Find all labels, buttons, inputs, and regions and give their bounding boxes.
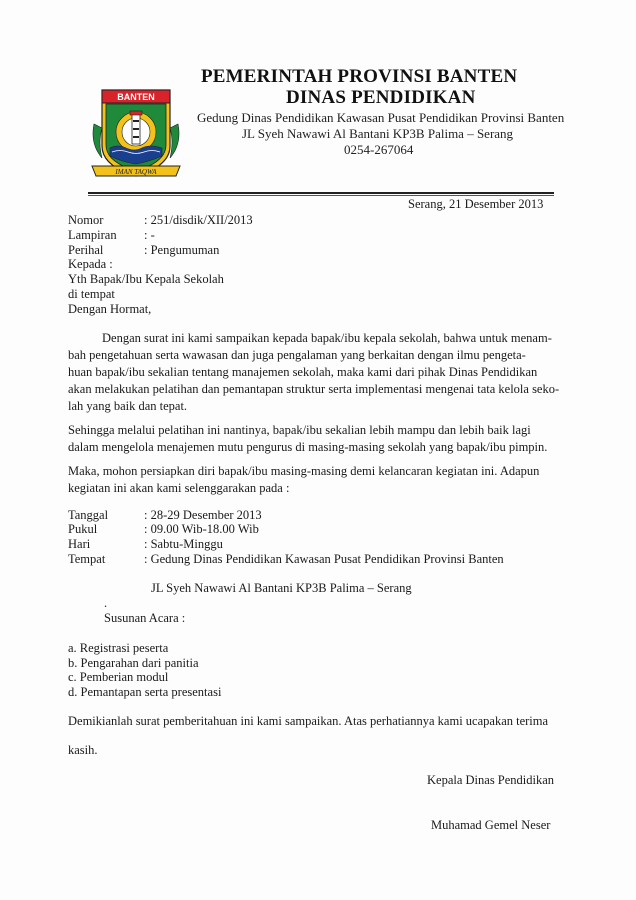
signature-name: Muhamad Gemel Neser — [431, 818, 551, 832]
body-line: akan melakukan pelatihan dan pemantapan struktur serta implementasi mengenai tata kelola seko- — [68, 382, 560, 396]
schedule-value: : Gedung Dinas Pendidikan Kawasan Pusat Pendidikan Provinsi Banten — [144, 552, 504, 566]
logo-bottom-text: IMAN TAQWA — [115, 168, 157, 176]
closing-line: kasih. — [68, 743, 98, 757]
letterhead-title-2: DINAS PENDIDIKAN — [286, 87, 476, 108]
letterhead-title-1: PEMERINTAH PROVINSI BANTEN — [201, 66, 518, 87]
agenda-item: a. Registrasi peserta — [68, 641, 169, 655]
letter-date: Serang, 21 Desember 2013 — [408, 197, 544, 211]
venue-address: JL Syeh Nawawi Al Bantani KP3B Palima – Serang — [151, 581, 412, 595]
recipient-place: di tempat — [68, 287, 115, 301]
body-line: lah yang baik dan tepat. — [68, 399, 188, 413]
schedule-label: Pukul — [68, 522, 98, 536]
logo-top-text: BANTEN — [117, 92, 155, 102]
schedule-label: Tempat — [68, 552, 106, 566]
stray-dot: . — [104, 596, 108, 610]
recipient-name: Yth Bapak/Ibu Kepala Sekolah — [68, 272, 224, 286]
meta-label: Perihal — [68, 243, 104, 257]
closing-line: Demikianlah surat pemberitahuan ini kami sampaikan. Atas perhatiannya kami ucapakan terima — [68, 714, 549, 728]
meta-value: : - — [144, 228, 155, 242]
meta-label: Lampiran — [68, 228, 117, 242]
body-line: bah pengetahuan serta wawasan dan juga pengalaman yang berkaitan dengan ilmu pengeta- — [68, 348, 526, 362]
body-line: Sehingga melalui pelatihan ini nantinya, bapak/ibu sekalian lebih mampu dan lebih baik lagi — [68, 423, 531, 437]
schedule-label: Hari — [68, 537, 91, 551]
agenda-title: Susunan Acara : — [104, 611, 186, 625]
meta-label: Nomor — [68, 213, 104, 227]
letterhead-divider — [88, 192, 554, 194]
letterhead-phone: 0254-267064 — [344, 142, 414, 157]
schedule-value: : Sabtu-Minggu — [144, 537, 223, 551]
signature-title: Kepala Dinas Pendidikan — [427, 773, 555, 787]
letterhead-divider-thin — [88, 195, 554, 196]
body-line: huan bapak/ibu sekalian tentang manajemen sekolah, maka kami dari pihak Dinas Pendidikan — [68, 365, 538, 379]
agenda-item: c. Pemberian modul — [68, 670, 169, 684]
body-line: Dengan surat ini kami sampaikan kepada bapak/ibu kepala sekolah, bahwa untuk menam- — [102, 331, 552, 345]
agenda-item: d. Pemantapan serta presentasi — [68, 685, 222, 699]
body-line: dalam mengelola menajemen mutu pengurus di masing-masing sekolah yang bapak/ibu pimpin. — [68, 440, 548, 454]
body-line: kegiatan ini akan kami selenggarakan pada : — [68, 481, 290, 495]
banten-emblem-icon — [88, 84, 184, 184]
schedule-value: : 28-29 Desember 2013 — [144, 508, 262, 522]
meta-value: : Pengumuman — [144, 243, 220, 257]
schedule-value: : 09.00 Wib-18.00 Wib — [144, 522, 259, 536]
body-line: Maka, mohon persiapkan diri bapak/ibu masing-masing demi kelancaran kegiatan ini. Adapun — [68, 464, 540, 478]
letterhead-address-2: JL Syeh Nawawi Al Bantani KP3B Palima – Serang — [242, 126, 514, 141]
recipient-to: Kepada : — [68, 257, 113, 271]
schedule-label: Tanggal — [68, 508, 109, 522]
meta-value: : 251/disdik/XII/2013 — [144, 213, 253, 227]
greeting: Dengan Hormat, — [68, 302, 152, 316]
letterhead-address-1: Gedung Dinas Pendidikan Kawasan Pusat Pendidikan Provinsi Banten — [197, 110, 565, 125]
agenda-item: b. Pengarahan dari panitia — [68, 656, 199, 670]
